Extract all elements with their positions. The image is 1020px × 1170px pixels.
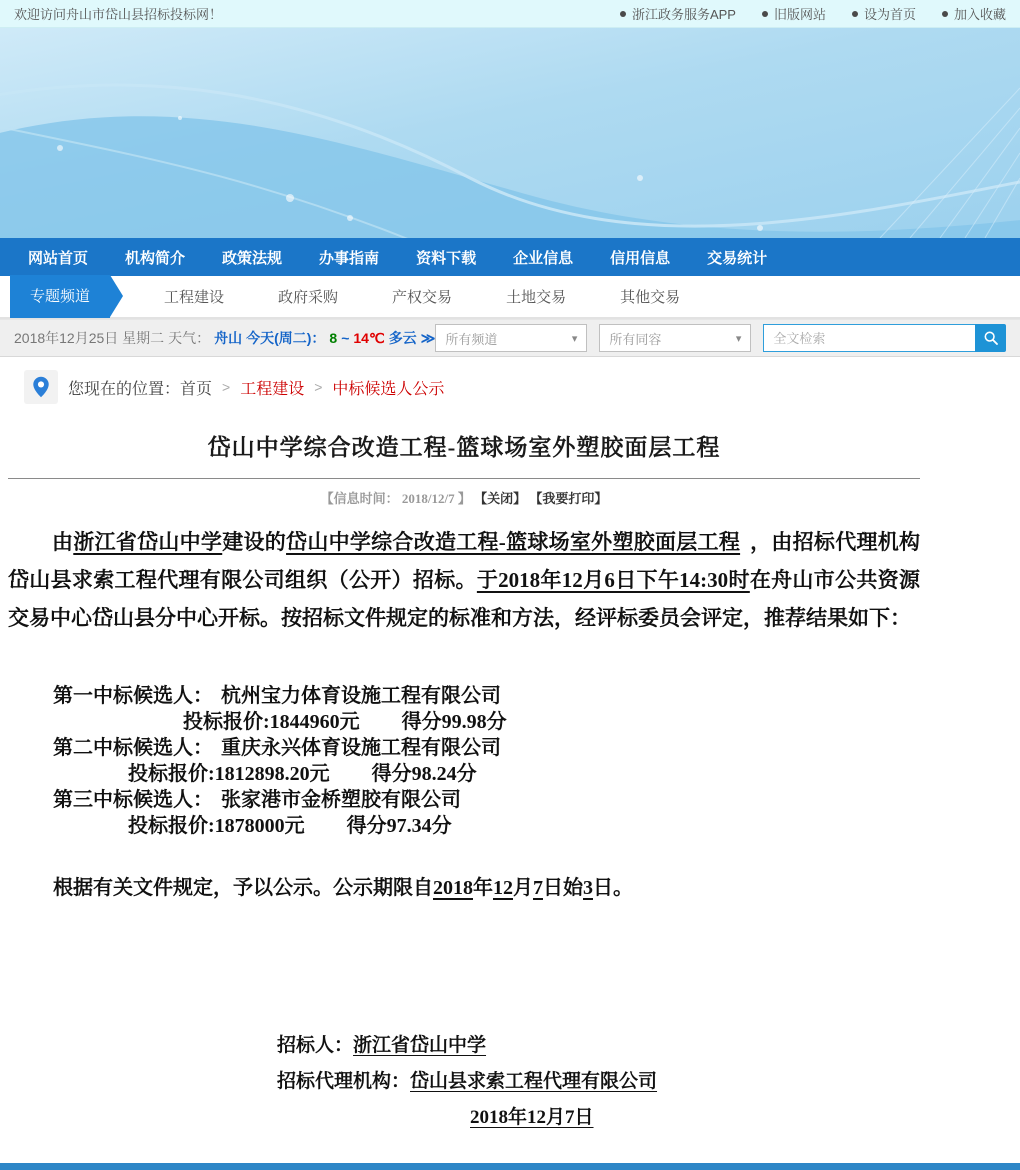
info-line <box>8 479 920 509</box>
link-label: 浙江政务服务APP <box>631 7 736 22</box>
page-title: 岱山中学综合改造工程-篮球场室外塑胶面层工程 <box>207 435 721 460</box>
para-segment: 在舟山市公共资源交易中心岱山县分中心开标。按招标文件规定的标准和方法，经评标委员会评定，推荐结果如下： <box>8 568 920 630</box>
main-nav <box>0 238 1020 276</box>
candidate-2-name-line <box>8 735 920 761</box>
welcome-text: 欢迎访问舟山市岱山县招标投标网！ <box>14 7 223 22</box>
candidate-company: 张家港市金桥塑胶有限公司 <box>221 789 461 811</box>
search-box <box>763 324 1006 352</box>
nav-trade-stats[interactable]: 交易统计 <box>707 249 768 267</box>
breadcrumb-winning-candidates[interactable]: 中标候选人公示 <box>332 380 445 398</box>
tab-gov-procurement[interactable]: 政府采购 <box>278 289 339 306</box>
candidate-bid: 投标报价:1878000元 <box>128 815 305 837</box>
breadcrumb-separator: > <box>314 379 323 395</box>
candidate-score: 得分99.98分 <box>401 711 507 733</box>
link-old-site[interactable] <box>762 4 826 23</box>
tab-other-trade[interactable]: 其他交易 <box>620 289 681 306</box>
candidate-1-bid-line <box>8 709 920 735</box>
content-select[interactable] <box>599 324 751 352</box>
breadcrumb-separator: > <box>222 379 231 395</box>
candidate-company: 重庆永兴体育设施工程有限公司 <box>221 737 501 759</box>
chevron-down-icon: ▾ <box>735 332 742 345</box>
notice-paragraph <box>8 871 920 900</box>
notice-segment: 日始 <box>543 877 583 899</box>
breadcrumb-home[interactable]: 首页 <box>180 380 213 398</box>
notice-segment: 月 <box>513 877 533 899</box>
tab-special-channel[interactable]: 专题频道 <box>10 275 110 318</box>
topbar <box>0 0 1020 28</box>
info-time-end: 】 <box>457 491 471 506</box>
breadcrumb <box>0 361 1020 413</box>
candidate-2-bid-line <box>8 761 920 787</box>
notice-segment-underlined: 12 <box>493 877 513 899</box>
weather-more-link[interactable]: ≫ <box>420 329 436 346</box>
nav-policy[interactable]: 政策法规 <box>222 249 283 267</box>
article <box>8 429 920 1136</box>
candidate-score: 得分97.34分 <box>346 815 452 837</box>
location-pin-icon <box>24 370 58 404</box>
notice-segment: 日。 <box>593 877 633 899</box>
bullet-icon <box>620 11 626 17</box>
signature-date: 2018年12月7日 <box>470 1107 594 1128</box>
bidder-line <box>8 1028 920 1064</box>
nav-org-intro[interactable]: 机构简介 <box>125 249 186 267</box>
candidate-rank-label: 第三中标候选人： <box>53 789 213 811</box>
chevron-down-icon: ▾ <box>571 332 578 345</box>
search-button[interactable] <box>975 324 1006 352</box>
candidate-score: 得分98.24分 <box>371 763 477 785</box>
link-zhejiang-gov-app[interactable] <box>620 4 736 23</box>
sub-nav <box>0 276 1020 319</box>
candidate-rank-label: 第一中标候选人： <box>53 685 213 707</box>
para-segment: 由 <box>52 530 74 554</box>
bidder-label: 招标人： <box>277 1035 354 1056</box>
candidate-company: 杭州宝力体育设施工程有限公司 <box>221 685 501 707</box>
content-select-value: 所有同容 <box>609 331 662 347</box>
print-button[interactable]: 【我要打印】 <box>529 491 608 506</box>
info-time-value: 2018/12/7 <box>401 491 455 506</box>
toolbar <box>0 319 1020 357</box>
today-label: 今天(周二)： <box>246 330 326 346</box>
bidder-name: 浙江省岱山中学 <box>353 1035 487 1056</box>
candidate-bid: 投标报价:1812898.20元 <box>128 763 330 785</box>
agency-label: 招标代理机构： <box>277 1071 411 1092</box>
date-text: 2018年12月25日 星期二 天气： <box>14 330 211 346</box>
link-label: 旧版网站 <box>773 7 826 22</box>
para-segment-underlined: 岱山中学综合改造工程-篮球场室外塑胶面层工程 <box>286 530 741 554</box>
agency-line <box>8 1064 920 1100</box>
temp-separator: ~ <box>341 330 350 346</box>
nav-credit-info[interactable]: 信用信息 <box>610 249 671 267</box>
bullet-icon <box>942 11 948 17</box>
nav-guide[interactable]: 办事指南 <box>319 249 380 267</box>
nav-enterprise-info[interactable]: 企业信息 <box>513 249 574 267</box>
notice-segment-underlined: 2018 <box>433 877 473 899</box>
info-time-label: 【信息时间： <box>320 491 399 506</box>
signature-block <box>8 1028 920 1136</box>
banner-image <box>0 28 1020 238</box>
para-segment-underlined: 浙江省岱山中学 <box>73 530 223 554</box>
breadcrumb-construction[interactable]: 工程建设 <box>240 380 305 398</box>
city-link[interactable]: 舟山 <box>214 330 243 346</box>
candidate-list <box>8 683 920 839</box>
nav-downloads[interactable]: 资料下载 <box>416 249 477 267</box>
candidate-1-name-line <box>8 683 920 709</box>
weather-desc: 多云 <box>388 330 417 346</box>
agency-name: 岱山县求索工程代理有限公司 <box>410 1071 658 1092</box>
nav-home[interactable]: 网站首页 <box>28 249 89 267</box>
notice-segment: 根据有关文件规定，予以公示。公示期限自 <box>53 877 433 899</box>
date-weather <box>14 328 435 348</box>
link-add-favorite[interactable] <box>942 4 1006 23</box>
announcement-paragraph <box>8 523 920 637</box>
channel-select-value: 所有频道 <box>445 331 498 347</box>
search-icon <box>983 330 999 346</box>
para-segment-underlined: 于2018年12月6日下午14:30时 <box>476 568 750 592</box>
close-button[interactable]: 【关闭】 <box>474 491 527 506</box>
topbar-links <box>620 4 1006 23</box>
channel-select[interactable] <box>435 324 587 352</box>
notice-segment-underlined: 7 <box>533 877 543 899</box>
search-area <box>435 324 1006 352</box>
link-label: 加入收藏 <box>953 7 1006 22</box>
tab-construction[interactable]: 工程建设 <box>164 289 225 306</box>
candidate-3-name-line <box>8 787 920 813</box>
para-segment: 建设的 <box>222 530 287 554</box>
link-label: 设为首页 <box>863 7 916 22</box>
tab-property-trade[interactable]: 产权交易 <box>392 289 453 306</box>
signature-date-line <box>8 1100 920 1136</box>
tab-land-trade[interactable]: 土地交易 <box>506 289 567 306</box>
para-segment: ，由招标代理机构岱山县求索工程代理有限公司组织（公开）招标。 <box>8 530 921 592</box>
bullet-icon <box>852 11 858 17</box>
link-set-homepage[interactable] <box>852 4 916 23</box>
temp-low: 8 <box>329 330 338 346</box>
notice-segment: 年 <box>473 877 493 899</box>
search-input[interactable] <box>763 324 975 352</box>
bullet-icon <box>762 11 768 17</box>
banner-waves-graphic <box>0 28 1020 238</box>
temp-high: 14℃ <box>353 329 385 346</box>
breadcrumb-label: 您现在的位置： <box>68 380 181 398</box>
candidate-bid: 投标报价:1844960元 <box>183 711 360 733</box>
footer-bar <box>0 1163 1020 1170</box>
notice-segment-underlined: 3 <box>583 877 593 899</box>
candidate-3-bid-line <box>8 813 920 839</box>
candidate-rank-label: 第二中标候选人： <box>53 737 213 759</box>
